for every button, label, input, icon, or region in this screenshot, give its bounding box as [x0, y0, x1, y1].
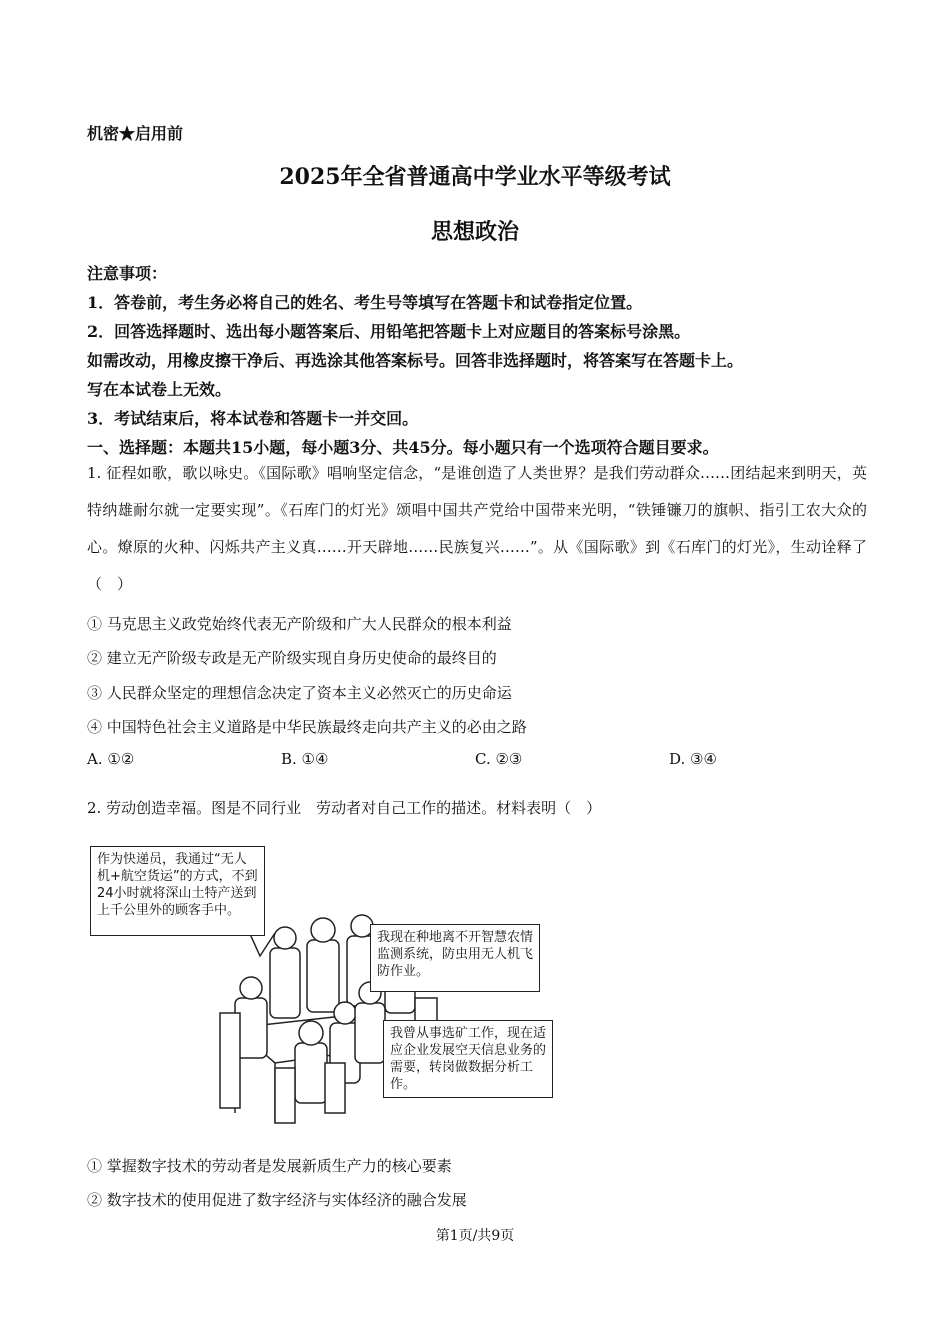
notice-item-2c: 写在本试卷上无效。	[87, 380, 232, 399]
farmer-speech-bubble: 我现在种地离不开智慧农情监测系统，防虫用无人机飞防作业。	[370, 924, 540, 992]
q1-choice-b: B. ①④	[281, 750, 329, 768]
data-analyst-speech-bubble: 我曾从事选矿工作，现在适应企业发展空天信息业务的需要，转岗做数据分析工作。	[383, 1020, 553, 1098]
q1-choice-a: A. ①②	[87, 750, 135, 768]
q1-statement-4: ④ 中国特色社会主义道路是中华民族最终走向共产主义的必由之路	[87, 718, 527, 736]
subject-title: 思想政治	[430, 219, 519, 245]
notice-item-2: 2．回答选择题时、选出每小题答案后、用铅笔把答题卡上对应题目的答案标号涂黑。	[87, 322, 691, 341]
q2-statement-1: ① 掌握数字技术的劳动者是发展新质生产力的核心要素	[87, 1157, 452, 1175]
notice-heading: 注意事项：	[87, 264, 168, 283]
q1-statement-2: ② 建立无产阶级专政是无产阶级实现自身历史使命的最终目的	[87, 649, 497, 667]
q1-choice-c: C. ②③	[475, 750, 523, 768]
q1-statement-1: ① 马克思主义政党始终代表无产阶级和广大人民群众的根本利益	[87, 615, 512, 633]
question-2-stem: 2. 劳动创造幸福。图是不同行业 劳动者对自己工作的描述。材料表明（ ）	[87, 799, 602, 817]
exam-title: 2025年全省普通高中学业水平等级考试	[279, 164, 671, 190]
notice-item-1: 1．答卷前，考生务必将自己的姓名、考生号等填写在答题卡和试卷指定位置。	[87, 293, 643, 312]
notice-item-3: 3．考试结束后，将本试卷和答题卡一并交回。	[87, 409, 419, 428]
q1-choice-d: D. ③④	[669, 750, 717, 768]
q2-statement-2: ② 数字技术的使用促进了数字经济与实体经济的融合发展	[87, 1191, 467, 1209]
question-1-stem: 1. 征程如歌，歌以咏史。《国际歌》唱响坚定信念，“是谁创造了人类世界？是我们劳动群众……团结起来到明天，英特纳雄耐尔就一定要实现”。《石库门的灯光》颂唱中国共产党给中国带来光明，“铁锤镰刀的旗帜、指引工农大众的心。燎原的火种、闪烁共产主义真……开天辟地……民族复兴……”。从《国际歌》到《石库门的灯光》，生动诠释了（ ）	[87, 464, 867, 593]
workers-illustration	[85, 838, 565, 1128]
confidential-label: 机密★启用前	[87, 124, 184, 143]
notice-item-2b: 如需改动，用橡皮擦干净后、再选涂其他答案标号。回答非选择题时，将答案写在答题卡上。	[87, 351, 744, 370]
page-number: 第1页/共9页	[435, 1228, 515, 1244]
q1-statement-3: ③ 人民群众坚定的理想信念决定了资本主义必然灭亡的历史命运	[87, 684, 512, 702]
section-heading: 一、选择题：本题共15小题，每小题3分、共45分。每小题只有一个选项符合题目要求。	[87, 438, 719, 457]
notice-block	[87, 259, 743, 462]
courier-speech-bubble: 作为快递员，我通过“无人机+航空货运”的方式，不到24小时就将深山土特产送到上千公里外的顾客手中。	[90, 846, 265, 936]
